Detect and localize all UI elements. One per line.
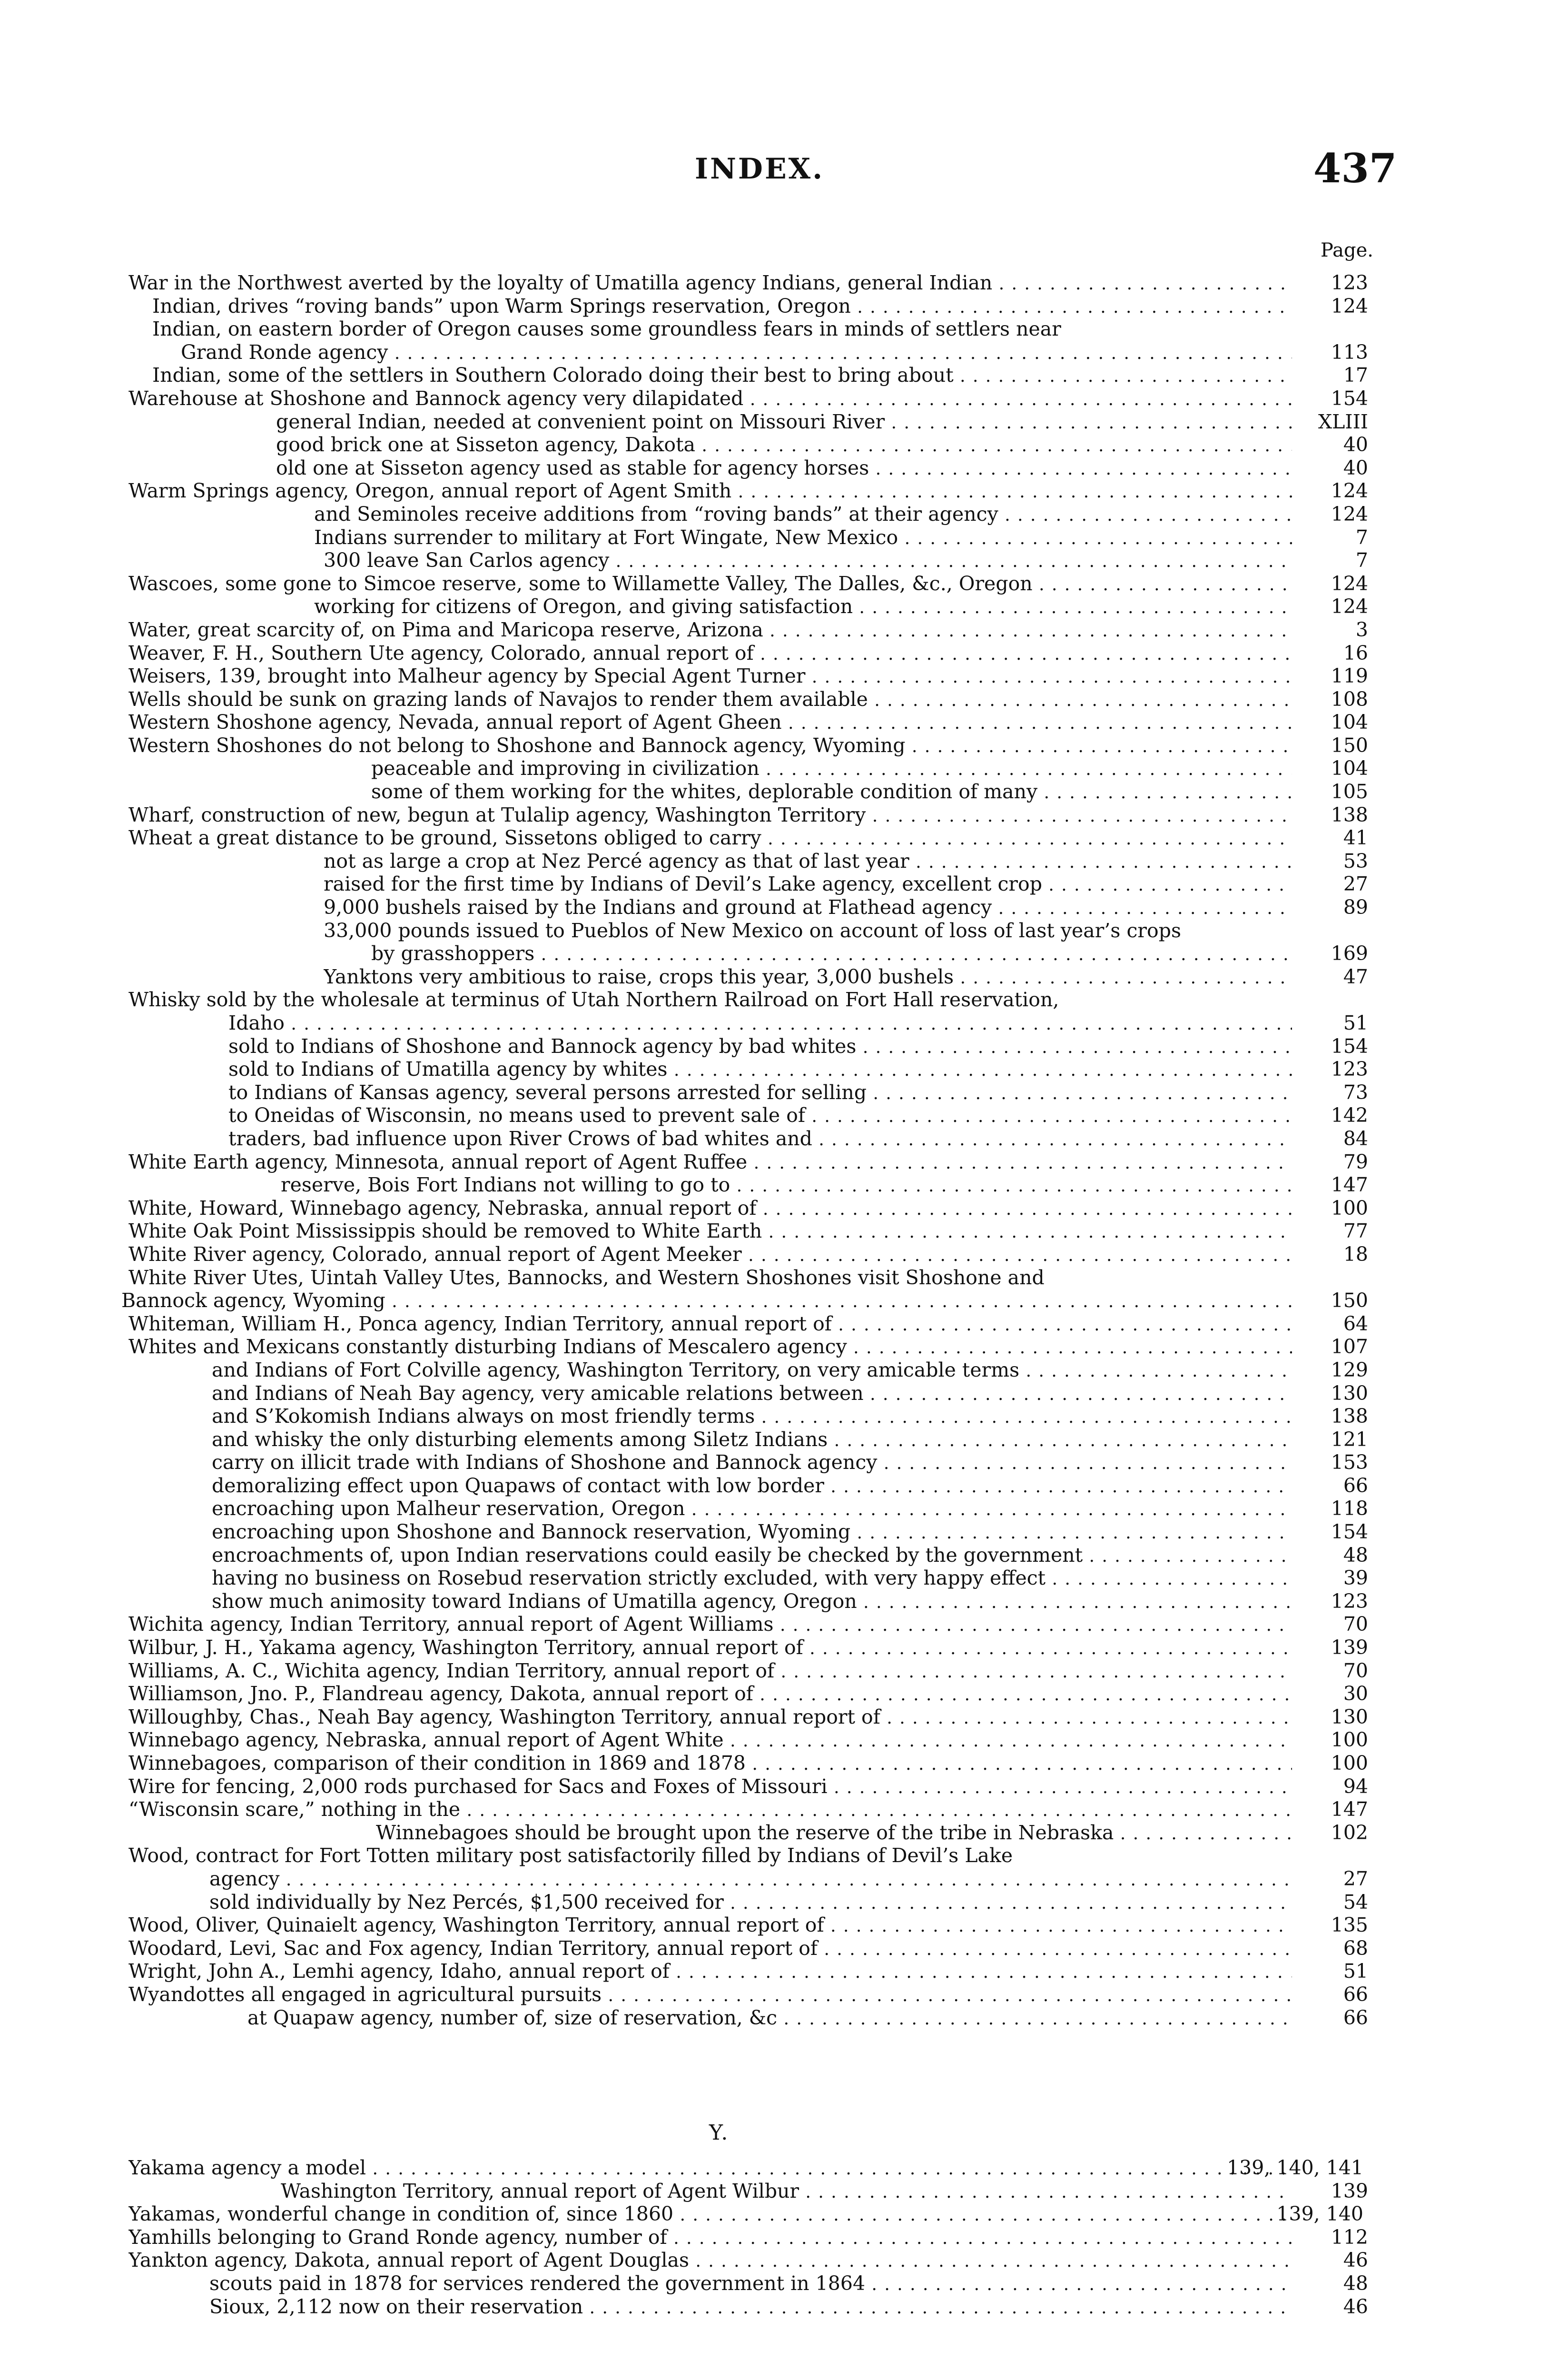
section-heading-y: Y. bbox=[709, 2121, 729, 2145]
entry-text: 300 leave San Carlos agency . . . bbox=[324, 549, 1292, 572]
index-entry bbox=[0, 850, 1568, 873]
entry-text: Grand Ronde agency . . . bbox=[181, 341, 1292, 364]
entry-page-ref: 123 bbox=[1331, 1589, 1368, 1613]
entry-text: and Indians of Fort Colville agency, Washington Territory, on very amicable terms . . . bbox=[212, 1359, 1292, 1382]
entry-text: traders, bad influence upon River Crows of bad whites and . . . bbox=[228, 1127, 1292, 1150]
entry-text: Washington Territory, annual report of Agent Wilbur . . . bbox=[281, 2180, 1292, 2203]
index-entry bbox=[0, 1960, 1568, 1983]
entry-page-ref: 51 bbox=[1343, 1960, 1368, 1983]
entry-text: Wyandottes all engaged in agricultural pursuits . . . bbox=[128, 1983, 1292, 2006]
entry-text: encroaching upon Shoshone and Bannock reservation, Wyoming . . . bbox=[212, 1520, 1292, 1544]
entry-page-ref: 150 bbox=[1331, 1289, 1368, 1312]
entry-text: Wire for fencing, 2,000 rods purchased for Sacs and Foxes of Missouri . . . bbox=[128, 1775, 1292, 1798]
entry-page-ref: 135 bbox=[1331, 1914, 1368, 1937]
entry-text: demoralizing effect upon Quapaws of contact with low border . . . bbox=[212, 1474, 1292, 1497]
entry-text: Yakamas, wonderful change in condition of, since 1860 . . . bbox=[128, 2202, 1292, 2226]
index-entry bbox=[0, 1312, 1568, 1336]
entry-page-ref: 84 bbox=[1343, 1127, 1368, 1150]
entry-page-ref: 104 bbox=[1331, 757, 1368, 780]
index-entry bbox=[0, 1266, 1568, 1289]
entry-text: Willoughby, Chas., Neah Bay agency, Washington Territory, annual report of . . . bbox=[128, 1706, 1292, 1729]
index-entry bbox=[0, 1359, 1568, 1382]
index-entry bbox=[0, 711, 1568, 734]
index-entry bbox=[0, 1821, 1568, 1844]
index-entry bbox=[0, 757, 1568, 780]
entry-text: Indian, on eastern border of Oregon causes some groundless fears in minds of settlers near bbox=[152, 317, 1061, 341]
entry-text: some of them working for the whites, deplorable condition of many . . . bbox=[371, 780, 1292, 803]
entry-page-ref: 79 bbox=[1343, 1150, 1368, 1173]
index-entry bbox=[0, 433, 1568, 456]
index-entry bbox=[0, 1335, 1568, 1359]
entry-page-ref: 27 bbox=[1343, 873, 1368, 896]
entry-page-ref: 70 bbox=[1343, 1613, 1368, 1636]
index-entry bbox=[0, 1474, 1568, 1497]
entry-page-ref: 54 bbox=[1343, 1890, 1368, 1914]
index-entry bbox=[0, 1173, 1568, 1197]
entry-text: carry on illicit trade with Indians of Shoshone and Bannock agency . . . bbox=[212, 1451, 1292, 1474]
index-entry bbox=[0, 2202, 1568, 2226]
index-entry bbox=[0, 803, 1568, 827]
entry-page-ref: 100 bbox=[1331, 1196, 1368, 1220]
entry-page-ref: 139, 140 bbox=[1276, 2202, 1363, 2226]
entry-page-ref: 77 bbox=[1343, 1220, 1368, 1243]
entry-text: and whisky the only disturbing elements among Siletz Indians . . . bbox=[212, 1428, 1292, 1451]
entry-page-ref: 40 bbox=[1343, 456, 1368, 479]
entry-text: and Indians of Neah Bay agency, very amicable relations between . . . bbox=[212, 1382, 1292, 1405]
entry-page-ref: 66 bbox=[1343, 1983, 1368, 2006]
index-entry bbox=[0, 1775, 1568, 1798]
entry-text: Yakama agency a model . . . bbox=[128, 2156, 1292, 2180]
entry-page-ref: 18 bbox=[1343, 1242, 1368, 1266]
index-entry bbox=[0, 549, 1568, 572]
index-entry bbox=[0, 1844, 1568, 1867]
index-entry bbox=[0, 1497, 1568, 1520]
index-entry bbox=[0, 1613, 1568, 1636]
index-entry bbox=[0, 734, 1568, 757]
entry-text: show much animosity toward Indians of Umatilla agency, Oregon . . . bbox=[212, 1590, 1292, 1613]
index-entry bbox=[0, 688, 1568, 711]
index-entry bbox=[0, 595, 1568, 618]
running-head bbox=[0, 143, 1568, 200]
entry-text: Wood, contract for Fort Totten military post satisfactorily filled by Indians of Devil’s Lake bbox=[128, 1844, 1013, 1867]
index-entry bbox=[0, 1289, 1568, 1312]
entry-page-ref: 138 bbox=[1331, 803, 1368, 826]
entry-page-ref: 139, 140, 141 bbox=[1227, 2156, 1363, 2179]
entry-text: Western Shoshones do not belong to Shoshone and Bannock agency, Wyoming . . . bbox=[128, 734, 1292, 757]
entry-page-ref: 73 bbox=[1343, 1081, 1368, 1104]
entry-text: reserve, Bois Fort Indians not willing to go to . . . bbox=[281, 1173, 1292, 1197]
index-entry bbox=[0, 572, 1568, 595]
entry-text: Weaver, F. H., Southern Ute agency, Colorado, annual report of . . . bbox=[128, 642, 1292, 665]
entry-text: Whiteman, William H., Ponca agency, Indian Territory, annual report of . . . bbox=[128, 1312, 1292, 1336]
entry-text: Warm Springs agency, Oregon, annual report of Agent Smith . . . bbox=[128, 479, 1292, 503]
index-entry bbox=[0, 873, 1568, 896]
entry-text: general Indian, needed at convenient point on Missouri River . . . bbox=[276, 410, 1292, 434]
entry-page-ref: 51 bbox=[1343, 1012, 1368, 1034]
entry-text: Wichita agency, Indian Territory, annual report of Agent Williams . . . bbox=[128, 1613, 1292, 1636]
index-entry bbox=[0, 2156, 1568, 2180]
entry-page-ref: 48 bbox=[1343, 1543, 1368, 1567]
entry-text: War in the Northwest averted by the loyalty of Umatilla agency Indians, general Indian . . . bbox=[128, 271, 1292, 295]
entry-text: Warehouse at Shoshone and Bannock agency very dilapidated . . . bbox=[128, 387, 1292, 410]
page-number: 437 bbox=[1313, 145, 1397, 192]
entry-page-ref: 3 bbox=[1355, 618, 1368, 641]
entry-page-ref: 39 bbox=[1343, 1567, 1368, 1590]
entry-text: Whites and Mexicans constantly disturbing Indians of Mescalero agency . . . bbox=[128, 1335, 1292, 1359]
entry-page-ref: 7 bbox=[1355, 549, 1368, 572]
index-entry bbox=[0, 341, 1568, 364]
index-entry bbox=[0, 1243, 1568, 1266]
entry-page-ref: 139 bbox=[1331, 2179, 1368, 2202]
entry-text: Wood, Oliver, Quinaielt agency, Washington Territory, annual report of . . . bbox=[128, 1914, 1292, 1937]
entry-text: White River Utes, Uintah Valley Utes, Bannocks, and Western Shoshones visit Shoshone and bbox=[128, 1266, 1045, 1289]
entry-text: not as large a crop at Nez Percé agency as that of last year . . . bbox=[324, 850, 1292, 873]
page-title: INDEX. bbox=[695, 152, 825, 186]
index-entry bbox=[0, 295, 1568, 318]
entry-text: Whisky sold by the wholesale at terminus of Utah Northern Railroad on Fort Hall reservation, bbox=[128, 988, 1059, 1012]
entry-text: Indian, drives “roving bands” upon Warm Springs reservation, Oregon . . . bbox=[152, 295, 1292, 318]
index-entry bbox=[0, 642, 1568, 665]
index-entry bbox=[0, 1058, 1568, 1081]
index-entry bbox=[0, 1867, 1568, 1891]
index-entry bbox=[0, 479, 1568, 503]
index-entry bbox=[0, 942, 1568, 965]
entry-page-ref: 121 bbox=[1331, 1428, 1368, 1451]
entry-page-ref: 123 bbox=[1331, 1058, 1368, 1081]
entry-page-ref: 108 bbox=[1331, 687, 1368, 711]
entry-page-ref: 66 bbox=[1343, 1474, 1368, 1497]
entry-text: 9,000 bushels raised by the Indians and ground at Flathead agency . . . bbox=[324, 896, 1292, 919]
entry-text: White River agency, Colorado, annual report of Agent Meeker . . . bbox=[128, 1243, 1292, 1266]
entry-text: White, Howard, Winnebago agency, Nebraska, annual report of . . . bbox=[128, 1197, 1292, 1220]
entry-text: Wascoes, some gone to Simcoe reserve, some to Willamette Valley, The Dalles, &c., Oregon . . . bbox=[128, 572, 1292, 595]
entry-page-ref: 102 bbox=[1331, 1821, 1368, 1844]
entry-text: Western Shoshone agency, Nevada, annual report of Agent Gheen . . . bbox=[128, 711, 1292, 734]
index-entry bbox=[0, 1197, 1568, 1220]
entry-page-ref: 17 bbox=[1343, 364, 1368, 387]
index-entry bbox=[0, 1590, 1568, 1613]
entry-page-ref: 107 bbox=[1331, 1335, 1368, 1359]
entry-text: at Quapaw agency, number of, size of reservation, &c . . . bbox=[247, 2006, 1292, 2030]
entry-page-ref: 130 bbox=[1331, 1381, 1368, 1405]
entry-page-ref: 7 bbox=[1355, 526, 1368, 549]
entry-text: “Wisconsin scare,” nothing in the . . . bbox=[128, 1798, 1292, 1821]
index-entry bbox=[0, 1451, 1568, 1474]
index-entry bbox=[0, 1914, 1568, 1937]
entry-page-ref: 105 bbox=[1331, 780, 1368, 803]
entry-page-ref: 104 bbox=[1331, 711, 1368, 734]
entry-text: working for citizens of Oregon, and giving satisfaction . . . bbox=[314, 595, 1292, 618]
entry-text: and S’Kokomish Indians always on most friendly terms . . . bbox=[212, 1405, 1292, 1428]
index-entry bbox=[0, 896, 1568, 919]
entry-text: and Seminoles receive additions from “roving bands” at their agency . . . bbox=[314, 503, 1292, 526]
entry-text: Water, great scarcity of, on Pima and Maricopa reserve, Arizona . . . bbox=[128, 618, 1292, 642]
entry-text: raised for the first time by Indians of Devil’s Lake agency, excellent crop . . . bbox=[324, 873, 1292, 896]
entry-page-ref: 169 bbox=[1331, 942, 1368, 965]
index-entry bbox=[0, 1012, 1568, 1035]
entry-text: to Indians of Kansas agency, several persons arrested for selling . . . bbox=[228, 1081, 1292, 1104]
index-entry bbox=[0, 456, 1568, 480]
entry-page-ref: 113 bbox=[1331, 340, 1368, 364]
entry-text: Weisers, 139, brought into Malheur agency by Special Agent Turner . . . bbox=[128, 664, 1292, 688]
entry-page-ref: XLIII bbox=[1318, 410, 1368, 433]
entry-text: Wilbur, J. H., Yakama agency, Washington Territory, annual report of . . . bbox=[128, 1636, 1292, 1659]
index-entry bbox=[0, 965, 1568, 989]
entry-page-ref: 46 bbox=[1343, 2295, 1368, 2318]
index-entry bbox=[0, 2180, 1568, 2203]
index-entry bbox=[0, 410, 1568, 434]
entry-page-ref: 142 bbox=[1331, 1104, 1368, 1127]
index-entry bbox=[0, 2226, 1568, 2249]
entry-text: Winnebago agency, Nebraska, annual report of Agent White . . . bbox=[128, 1728, 1292, 1752]
index-entry bbox=[0, 1544, 1568, 1567]
entry-page-ref: 119 bbox=[1331, 664, 1368, 688]
entry-text: old one at Sisseton agency used as stable for agency horses . . . bbox=[276, 456, 1292, 480]
entry-page-ref: 112 bbox=[1331, 2225, 1368, 2249]
entry-page-ref: 89 bbox=[1343, 896, 1368, 919]
entry-text: encroaching upon Malheur reservation, Oregon . . . bbox=[212, 1497, 1292, 1520]
entry-text: White Oak Point Mississippis should be removed to White Earth . . . bbox=[128, 1220, 1292, 1243]
index-entry bbox=[0, 780, 1568, 803]
entry-text: Winnebagoes, comparison of their condition in 1869 and 1878 . . . bbox=[128, 1752, 1292, 1775]
entry-page-ref: 154 bbox=[1331, 1034, 1368, 1058]
index-entries-w bbox=[0, 271, 1568, 2029]
index-entry bbox=[0, 526, 1568, 549]
entry-text: Williams, A. C., Wichita agency, Indian Territory, annual report of . . . bbox=[128, 1659, 1292, 1683]
entry-text: Idaho . . . bbox=[228, 1012, 1292, 1035]
index-entry bbox=[0, 1405, 1568, 1428]
index-entry bbox=[0, 1104, 1568, 1127]
index-entry bbox=[0, 317, 1568, 341]
index-entry bbox=[0, 1636, 1568, 1659]
index-entry bbox=[0, 2006, 1568, 2030]
entry-page-ref: 47 bbox=[1343, 965, 1368, 988]
index-entry bbox=[0, 1798, 1568, 1821]
index-entry bbox=[0, 1937, 1568, 1960]
entry-text: to Oneidas of Wisconsin, no means used to prevent sale of . . . bbox=[228, 1104, 1292, 1127]
entry-text: Yanktons very ambitious to raise, crops this year, 3,000 bushels . . . bbox=[324, 965, 1292, 989]
index-entry bbox=[0, 919, 1568, 942]
entry-text: Yankton agency, Dakota, annual report of Agent Douglas . . . bbox=[128, 2249, 1292, 2272]
entry-page-ref: 147 bbox=[1331, 1798, 1368, 1821]
entry-page-ref: 124 bbox=[1331, 479, 1368, 503]
index-entry bbox=[0, 1520, 1568, 1544]
entry-page-ref: 27 bbox=[1343, 1867, 1368, 1890]
index-entry bbox=[0, 1983, 1568, 2006]
index-entry bbox=[0, 364, 1568, 387]
index-entry bbox=[0, 2272, 1568, 2295]
entry-page-ref: 70 bbox=[1343, 1659, 1368, 1682]
index-entry bbox=[0, 1150, 1568, 1174]
entry-text: Woodard, Levi, Sac and Fox agency, Indian Territory, annual report of . . . bbox=[128, 1937, 1292, 1960]
index-entry bbox=[0, 1752, 1568, 1775]
index-entry bbox=[0, 826, 1568, 850]
entry-text: scouts paid in 1878 for services rendered the government in 1864 . . . bbox=[209, 2272, 1292, 2295]
entry-page-ref: 66 bbox=[1343, 2006, 1368, 2029]
index-entry bbox=[0, 503, 1568, 526]
entry-text: good brick one at Sisseton agency, Dakota . . . bbox=[276, 433, 1292, 456]
entry-text: sold to Indians of Umatilla agency by whites . . . bbox=[228, 1058, 1292, 1081]
index-entry bbox=[0, 1035, 1568, 1058]
entry-text: Wright, John A., Lemhi agency, Idaho, annual report of . . . bbox=[128, 1960, 1292, 1983]
entry-page-ref: 154 bbox=[1331, 1520, 1368, 1544]
index-entry bbox=[0, 2295, 1568, 2319]
entry-text: Yamhills belonging to Grand Ronde agency, number of . . . bbox=[128, 2226, 1292, 2249]
entry-page-ref: 150 bbox=[1331, 734, 1368, 757]
index-entry bbox=[0, 1127, 1568, 1150]
entry-page-ref: 147 bbox=[1331, 1173, 1368, 1197]
index-entry bbox=[0, 1567, 1568, 1590]
entry-text: Indian, some of the settlers in Southern Colorado doing their best to bring about . . . bbox=[152, 364, 1292, 387]
entry-page-ref: 100 bbox=[1331, 1752, 1368, 1775]
index-entry bbox=[0, 1220, 1568, 1243]
entry-page-ref: 139 bbox=[1331, 1636, 1368, 1659]
entry-page-ref: 46 bbox=[1343, 2249, 1368, 2272]
index-entry bbox=[0, 1682, 1568, 1706]
entry-text: Indians surrender to military at Fort Wingate, New Mexico . . . bbox=[314, 526, 1292, 549]
entry-text: Winnebagoes should be brought upon the reserve of the tribe in Nebraska . . . bbox=[376, 1821, 1292, 1844]
entry-text: sold individually by Nez Percés, $1,500 received for . . . bbox=[209, 1891, 1292, 1914]
index-entry bbox=[0, 1706, 1568, 1729]
index-entry bbox=[0, 2249, 1568, 2272]
entry-page-ref: 124 bbox=[1331, 294, 1368, 317]
entry-page-ref: 48 bbox=[1343, 2271, 1368, 2295]
entry-page-ref: 41 bbox=[1343, 826, 1368, 850]
entry-text: Sioux, 2,112 now on their reservation . . . bbox=[209, 2295, 1292, 2319]
entry-page-ref: 30 bbox=[1343, 1682, 1368, 1706]
entry-page-ref: 53 bbox=[1343, 849, 1368, 873]
index-entry bbox=[0, 387, 1568, 410]
entry-page-ref: 154 bbox=[1331, 387, 1368, 410]
entry-text: Wheat a great distance to be ground, Sissetons obliged to carry . . . bbox=[128, 826, 1292, 850]
entry-page-ref: 64 bbox=[1343, 1312, 1368, 1335]
entry-text: Wharf, construction of new, begun at Tulalip agency, Washington Territory . . . bbox=[128, 803, 1292, 827]
entry-page-ref: 123 bbox=[1331, 271, 1368, 294]
index-entry bbox=[0, 1382, 1568, 1405]
index-entry bbox=[0, 618, 1568, 642]
index-entry bbox=[0, 1659, 1568, 1683]
entry-text: encroachments of, upon Indian reservations could easily be checked by the government . . . bbox=[212, 1544, 1292, 1567]
entry-text: having no business on Rosebud reservation strictly excluded, with very happy effect . . . bbox=[212, 1567, 1292, 1590]
entry-text: Wells should be sunk on grazing lands of Navajos to render them available . . . bbox=[128, 688, 1292, 711]
entry-text: sold to Indians of Shoshone and Bannock agency by bad whites . . . bbox=[228, 1035, 1292, 1058]
entry-page-ref: 94 bbox=[1343, 1775, 1368, 1798]
entry-text: peaceable and improving in civilization . . . bbox=[371, 757, 1292, 780]
entry-page-ref: 118 bbox=[1331, 1497, 1368, 1520]
entry-text: Bannock agency, Wyoming . . . bbox=[121, 1289, 1292, 1312]
entry-text: White Earth agency, Minnesota, annual report of Agent Ruffee . . . bbox=[128, 1150, 1292, 1174]
index-entries-y bbox=[0, 2156, 1568, 2318]
entry-page-ref: 68 bbox=[1343, 1936, 1368, 1960]
index-entry bbox=[0, 1728, 1568, 1752]
entry-page-ref: 124 bbox=[1331, 502, 1368, 526]
entry-text: Williamson, Jno. P., Flandreau agency, Dakota, annual report of . . . bbox=[128, 1682, 1292, 1706]
index-entry bbox=[0, 1081, 1568, 1104]
index-entry bbox=[0, 664, 1568, 688]
entry-text: agency . . . bbox=[209, 1867, 1292, 1891]
index-entry bbox=[0, 271, 1568, 295]
entry-page-ref: 16 bbox=[1343, 641, 1368, 664]
entry-page-ref: 100 bbox=[1331, 1728, 1368, 1752]
entry-text: by grasshoppers . . . bbox=[371, 942, 1292, 965]
entry-page-ref: 40 bbox=[1343, 433, 1368, 456]
entry-page-ref: 130 bbox=[1331, 1705, 1368, 1728]
entry-page-ref: 124 bbox=[1331, 595, 1368, 618]
index-entry bbox=[0, 1428, 1568, 1451]
entry-text: 33,000 pounds issued to Pueblos of New Mexico on account of loss of last year’s crops bbox=[324, 919, 1181, 942]
index-entry bbox=[0, 1891, 1568, 1914]
entry-page-ref: 153 bbox=[1331, 1451, 1368, 1474]
entry-page-ref: 138 bbox=[1331, 1405, 1368, 1428]
page-column-label: Page. bbox=[1321, 239, 1373, 261]
index-entry bbox=[0, 988, 1568, 1012]
entry-page-ref: 124 bbox=[1331, 572, 1368, 595]
entry-page-ref: 129 bbox=[1331, 1358, 1368, 1381]
